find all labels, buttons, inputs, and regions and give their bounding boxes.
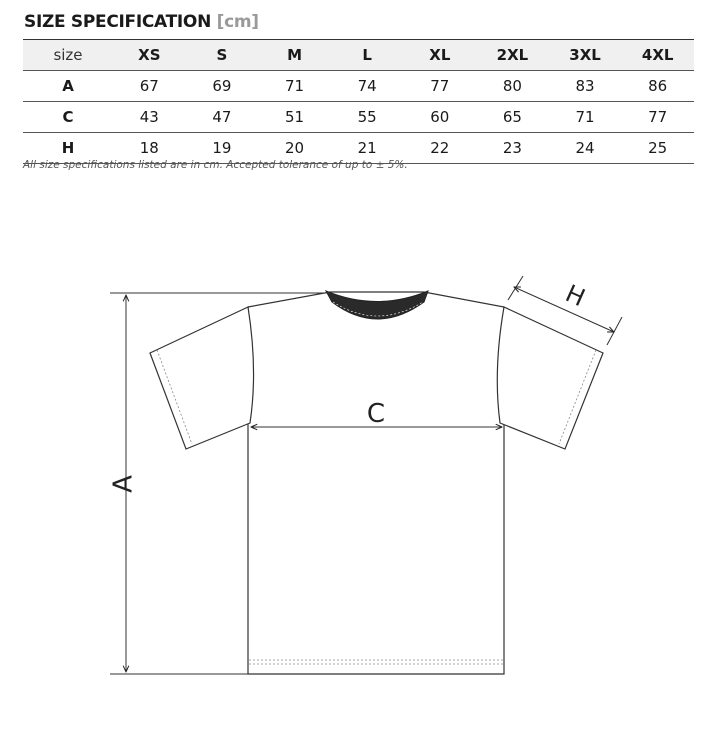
row-label: H (23, 133, 113, 164)
size-col-header: 3XL (549, 40, 622, 71)
table-cell: 20 (258, 133, 331, 164)
table-cell: 77 (404, 71, 477, 102)
table-cell: 51 (258, 102, 331, 133)
size-corner-label: size (23, 40, 113, 71)
size-col-header: S (186, 40, 259, 71)
table-cell: 77 (621, 102, 694, 133)
table-cell: 86 (621, 71, 694, 102)
table-cell: 55 (331, 102, 404, 133)
size-col-header: XL (404, 40, 477, 71)
title-text: SIZE SPECIFICATION (24, 12, 211, 32)
size-col-header: XS (113, 40, 186, 71)
label-a: A (108, 475, 139, 493)
table-cell: 60 (404, 102, 477, 133)
tshirt-body (248, 292, 504, 674)
left-sleeve (150, 307, 254, 449)
table-cell: 71 (549, 102, 622, 133)
size-col-header: M (258, 40, 331, 71)
table-cell: 69 (186, 71, 259, 102)
title-unit: [cm] (216, 12, 259, 32)
table-cell: 47 (186, 102, 259, 133)
table-cell: 67 (113, 71, 186, 102)
table-cell: 24 (549, 133, 622, 164)
label-c: C (366, 399, 386, 429)
label-h: H (561, 279, 590, 313)
table-cell: 71 (258, 71, 331, 102)
table-cell: 22 (404, 133, 477, 164)
table-cell: 43 (113, 102, 186, 133)
table-cell: 23 (476, 133, 549, 164)
table-cell: 65 (476, 102, 549, 133)
table-cell: 18 (113, 133, 186, 164)
table-cell: 74 (331, 71, 404, 102)
tolerance-note: All size specifications listed are in cm. Accepted tolerance of up to ± 5%. (23, 159, 408, 171)
tshirt-outline (150, 292, 603, 674)
size-col-header: 4XL (621, 40, 694, 71)
table-cell: 80 (476, 71, 549, 102)
table-cell: 25 (621, 133, 694, 164)
table-cell: 19 (186, 133, 259, 164)
table-cell: 21 (331, 133, 404, 164)
table-cell: 83 (549, 71, 622, 102)
row-label: C (23, 102, 113, 133)
right-sleeve (497, 307, 603, 449)
row-label: A (23, 71, 113, 102)
size-col-header: 2XL (476, 40, 549, 71)
size-col-header: L (331, 40, 404, 71)
